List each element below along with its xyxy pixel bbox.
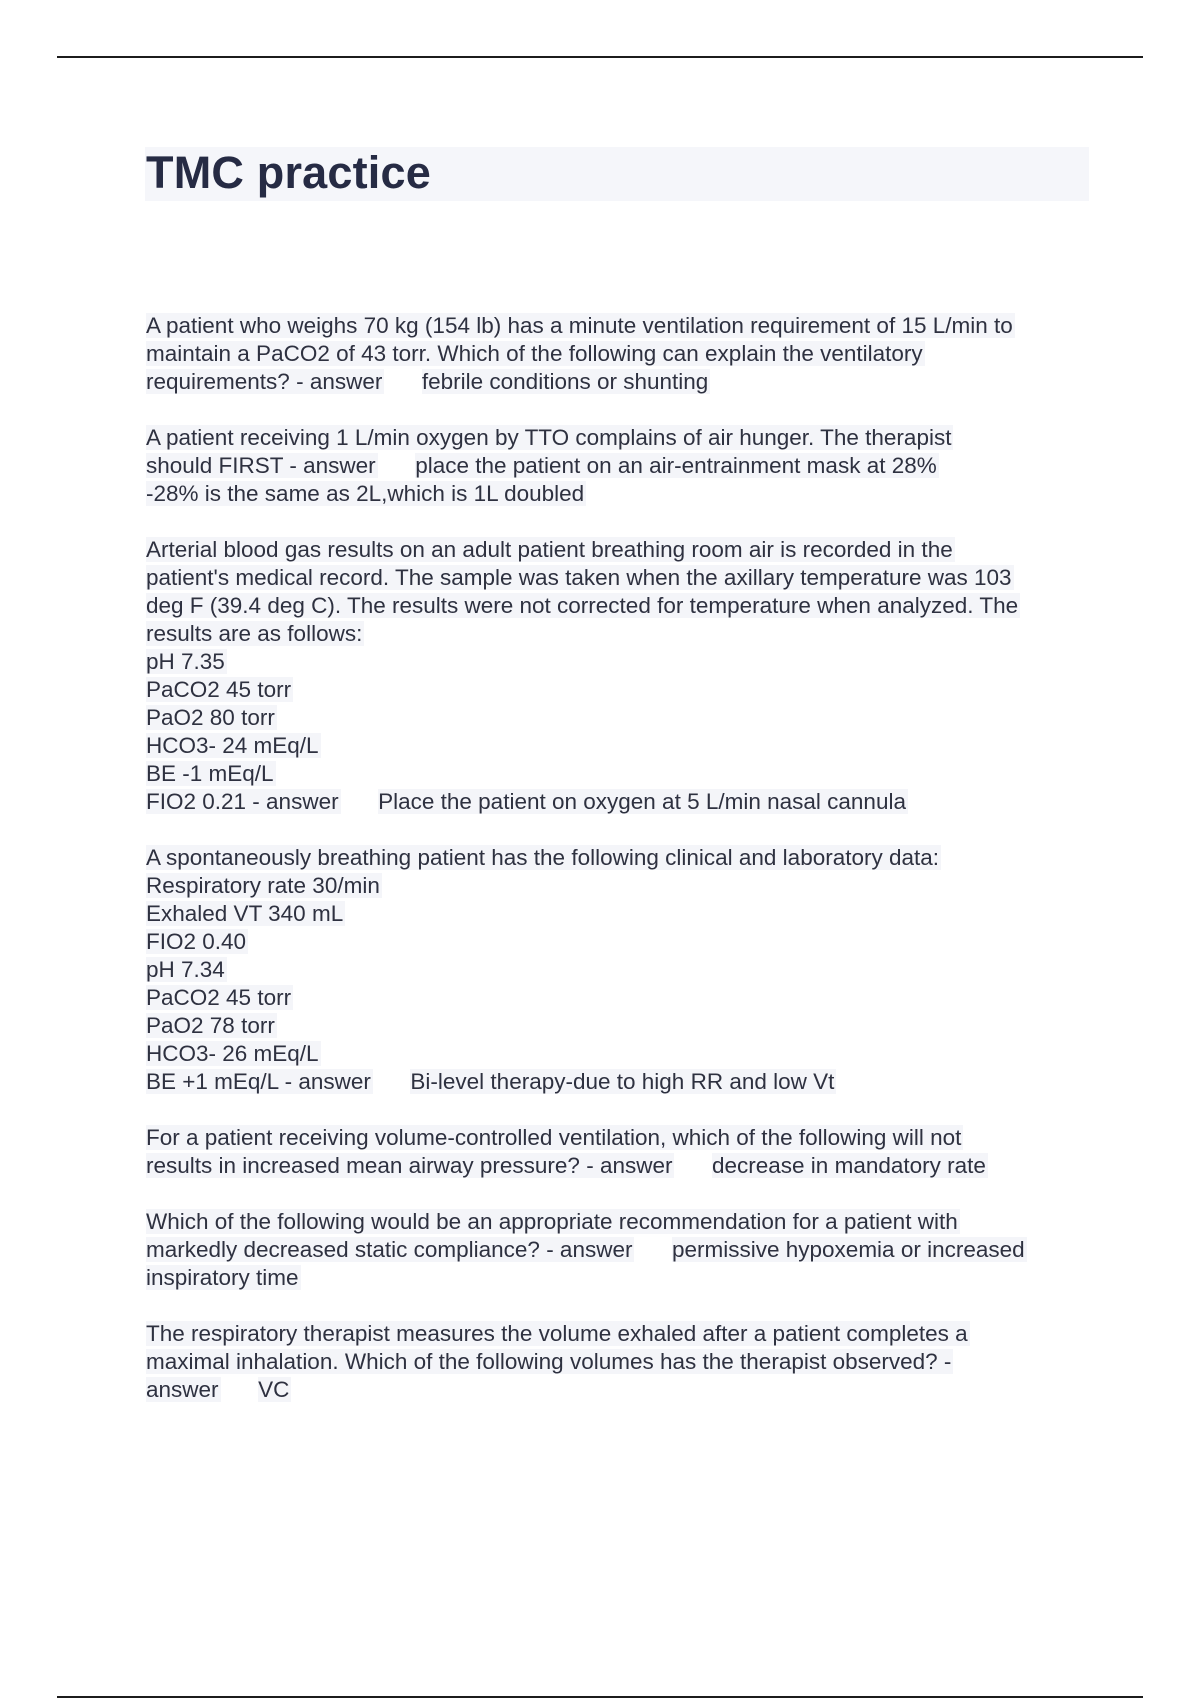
qa-line bbox=[146, 1348, 1096, 1376]
qa-item bbox=[146, 1208, 1096, 1292]
question-text: Exhaled VT 340 mL bbox=[146, 901, 344, 926]
qa-line bbox=[146, 1040, 1096, 1068]
question-text: HCO3- 24 mEq/L bbox=[146, 733, 319, 758]
qa-line bbox=[146, 1152, 1096, 1180]
qa-line bbox=[146, 984, 1096, 1012]
question-text: FIO2 0.21 - answer bbox=[146, 789, 339, 814]
answer-text: Place the patient on oxygen at 5 L/min nasal cannula bbox=[378, 789, 906, 814]
question-text: A patient who weighs 70 kg (154 lb) has a minute ventilation requirement of 15 L/min to bbox=[146, 313, 1013, 338]
question-text: HCO3- 26 mEq/L bbox=[146, 1041, 319, 1066]
question-text: patient's medical record. The sample was taken when the axillary temperature was 103 bbox=[146, 565, 1012, 590]
answer-text: febrile conditions or shunting bbox=[421, 369, 709, 394]
question-text: BE +1 mEq/L - answer bbox=[146, 1069, 371, 1094]
qa-line bbox=[146, 844, 1096, 872]
question-text: results in increased mean airway pressure? - answer bbox=[146, 1153, 673, 1178]
question-text: results are as follows: bbox=[146, 621, 363, 646]
answer-continuation-line bbox=[146, 1264, 1096, 1292]
qa-line bbox=[146, 1376, 1096, 1404]
question-text: A spontaneously breathing patient has the following clinical and laboratory data: bbox=[146, 845, 940, 870]
question-text: requirements? - answer bbox=[146, 369, 383, 394]
question-text: PaO2 78 torr bbox=[146, 1013, 275, 1038]
qa-line bbox=[146, 536, 1096, 564]
answer-continuation-line bbox=[146, 480, 1096, 508]
answer-text: place the patient on an air-entrainment mask at 28% bbox=[415, 453, 937, 478]
qa-item bbox=[146, 844, 1096, 1096]
qa-line bbox=[146, 592, 1096, 620]
question-text: maintain a PaCO2 of 43 torr. Which of the following can explain the ventilatory bbox=[146, 341, 923, 366]
qa-line bbox=[146, 788, 1096, 816]
question-text: For a patient receiving volume-controlled ventilation, which of the following will not bbox=[146, 1125, 962, 1150]
qa-item bbox=[146, 424, 1096, 508]
question-text: PaCO2 45 torr bbox=[146, 985, 292, 1010]
question-text: Which of the following would be an appropriate recommendation for a patient with bbox=[146, 1209, 958, 1234]
qa-line bbox=[146, 872, 1096, 900]
qa-list bbox=[146, 312, 1096, 1432]
question-text: A patient receiving 1 L/min oxygen by TTO complains of air hunger. The therapist bbox=[146, 425, 952, 450]
qa-line bbox=[146, 1068, 1096, 1096]
question-text: Arterial blood gas results on an adult patient breathing room air is recorded in the bbox=[146, 537, 953, 562]
qa-item bbox=[146, 1320, 1096, 1404]
qa-item bbox=[146, 1124, 1096, 1180]
question-text: FIO2 0.40 bbox=[146, 929, 247, 954]
qa-line bbox=[146, 900, 1096, 928]
question-text: pH 7.35 bbox=[146, 649, 225, 674]
answer-text: VC bbox=[258, 1377, 290, 1402]
question-text: BE -1 mEq/L bbox=[146, 761, 274, 786]
question-text: maximal inhalation. Which of the following volumes has the therapist observed? - bbox=[146, 1349, 952, 1374]
question-text: pH 7.34 bbox=[146, 957, 225, 982]
top-rule bbox=[57, 56, 1143, 58]
answer-text: permissive hypoxemia or increased bbox=[671, 1237, 1025, 1262]
qa-line bbox=[146, 928, 1096, 956]
bottom-rule bbox=[57, 1696, 1143, 1698]
answer-text: Bi-level therapy-due to high RR and low Vt bbox=[410, 1069, 835, 1094]
qa-line bbox=[146, 424, 1096, 452]
answer-text: decrease in mandatory rate bbox=[712, 1153, 986, 1178]
page-title: TMC practice bbox=[146, 147, 431, 198]
qa-item bbox=[146, 536, 1096, 816]
qa-line bbox=[146, 452, 1096, 480]
qa-line bbox=[146, 340, 1096, 368]
qa-line bbox=[146, 312, 1096, 340]
qa-line bbox=[146, 956, 1096, 984]
qa-line bbox=[146, 648, 1096, 676]
qa-line bbox=[146, 676, 1096, 704]
qa-line bbox=[146, 1236, 1096, 1264]
qa-line bbox=[146, 704, 1096, 732]
qa-line bbox=[146, 1320, 1096, 1348]
answer-text: inspiratory time bbox=[146, 1265, 299, 1290]
question-text: PaCO2 45 torr bbox=[146, 677, 292, 702]
question-text: should FIRST - answer bbox=[146, 453, 376, 478]
qa-line bbox=[146, 564, 1096, 592]
question-text: The respiratory therapist measures the volume exhaled after a patient completes a bbox=[146, 1321, 968, 1346]
qa-line bbox=[146, 1012, 1096, 1040]
question-text: answer bbox=[146, 1377, 219, 1402]
qa-item bbox=[146, 312, 1096, 396]
answer-text: -28% is the same as 2L,which is 1L doubled bbox=[146, 481, 585, 506]
qa-line bbox=[146, 368, 1096, 396]
question-text: PaO2 80 torr bbox=[146, 705, 275, 730]
qa-line bbox=[146, 732, 1096, 760]
qa-line bbox=[146, 1124, 1096, 1152]
question-text: markedly decreased static compliance? - answer bbox=[146, 1237, 633, 1262]
qa-line bbox=[146, 1208, 1096, 1236]
qa-line bbox=[146, 620, 1096, 648]
question-text: deg F (39.4 deg C). The results were not corrected for temperature when analyzed. The bbox=[146, 593, 1019, 618]
question-text: Respiratory rate 30/min bbox=[146, 873, 380, 898]
qa-line bbox=[146, 760, 1096, 788]
